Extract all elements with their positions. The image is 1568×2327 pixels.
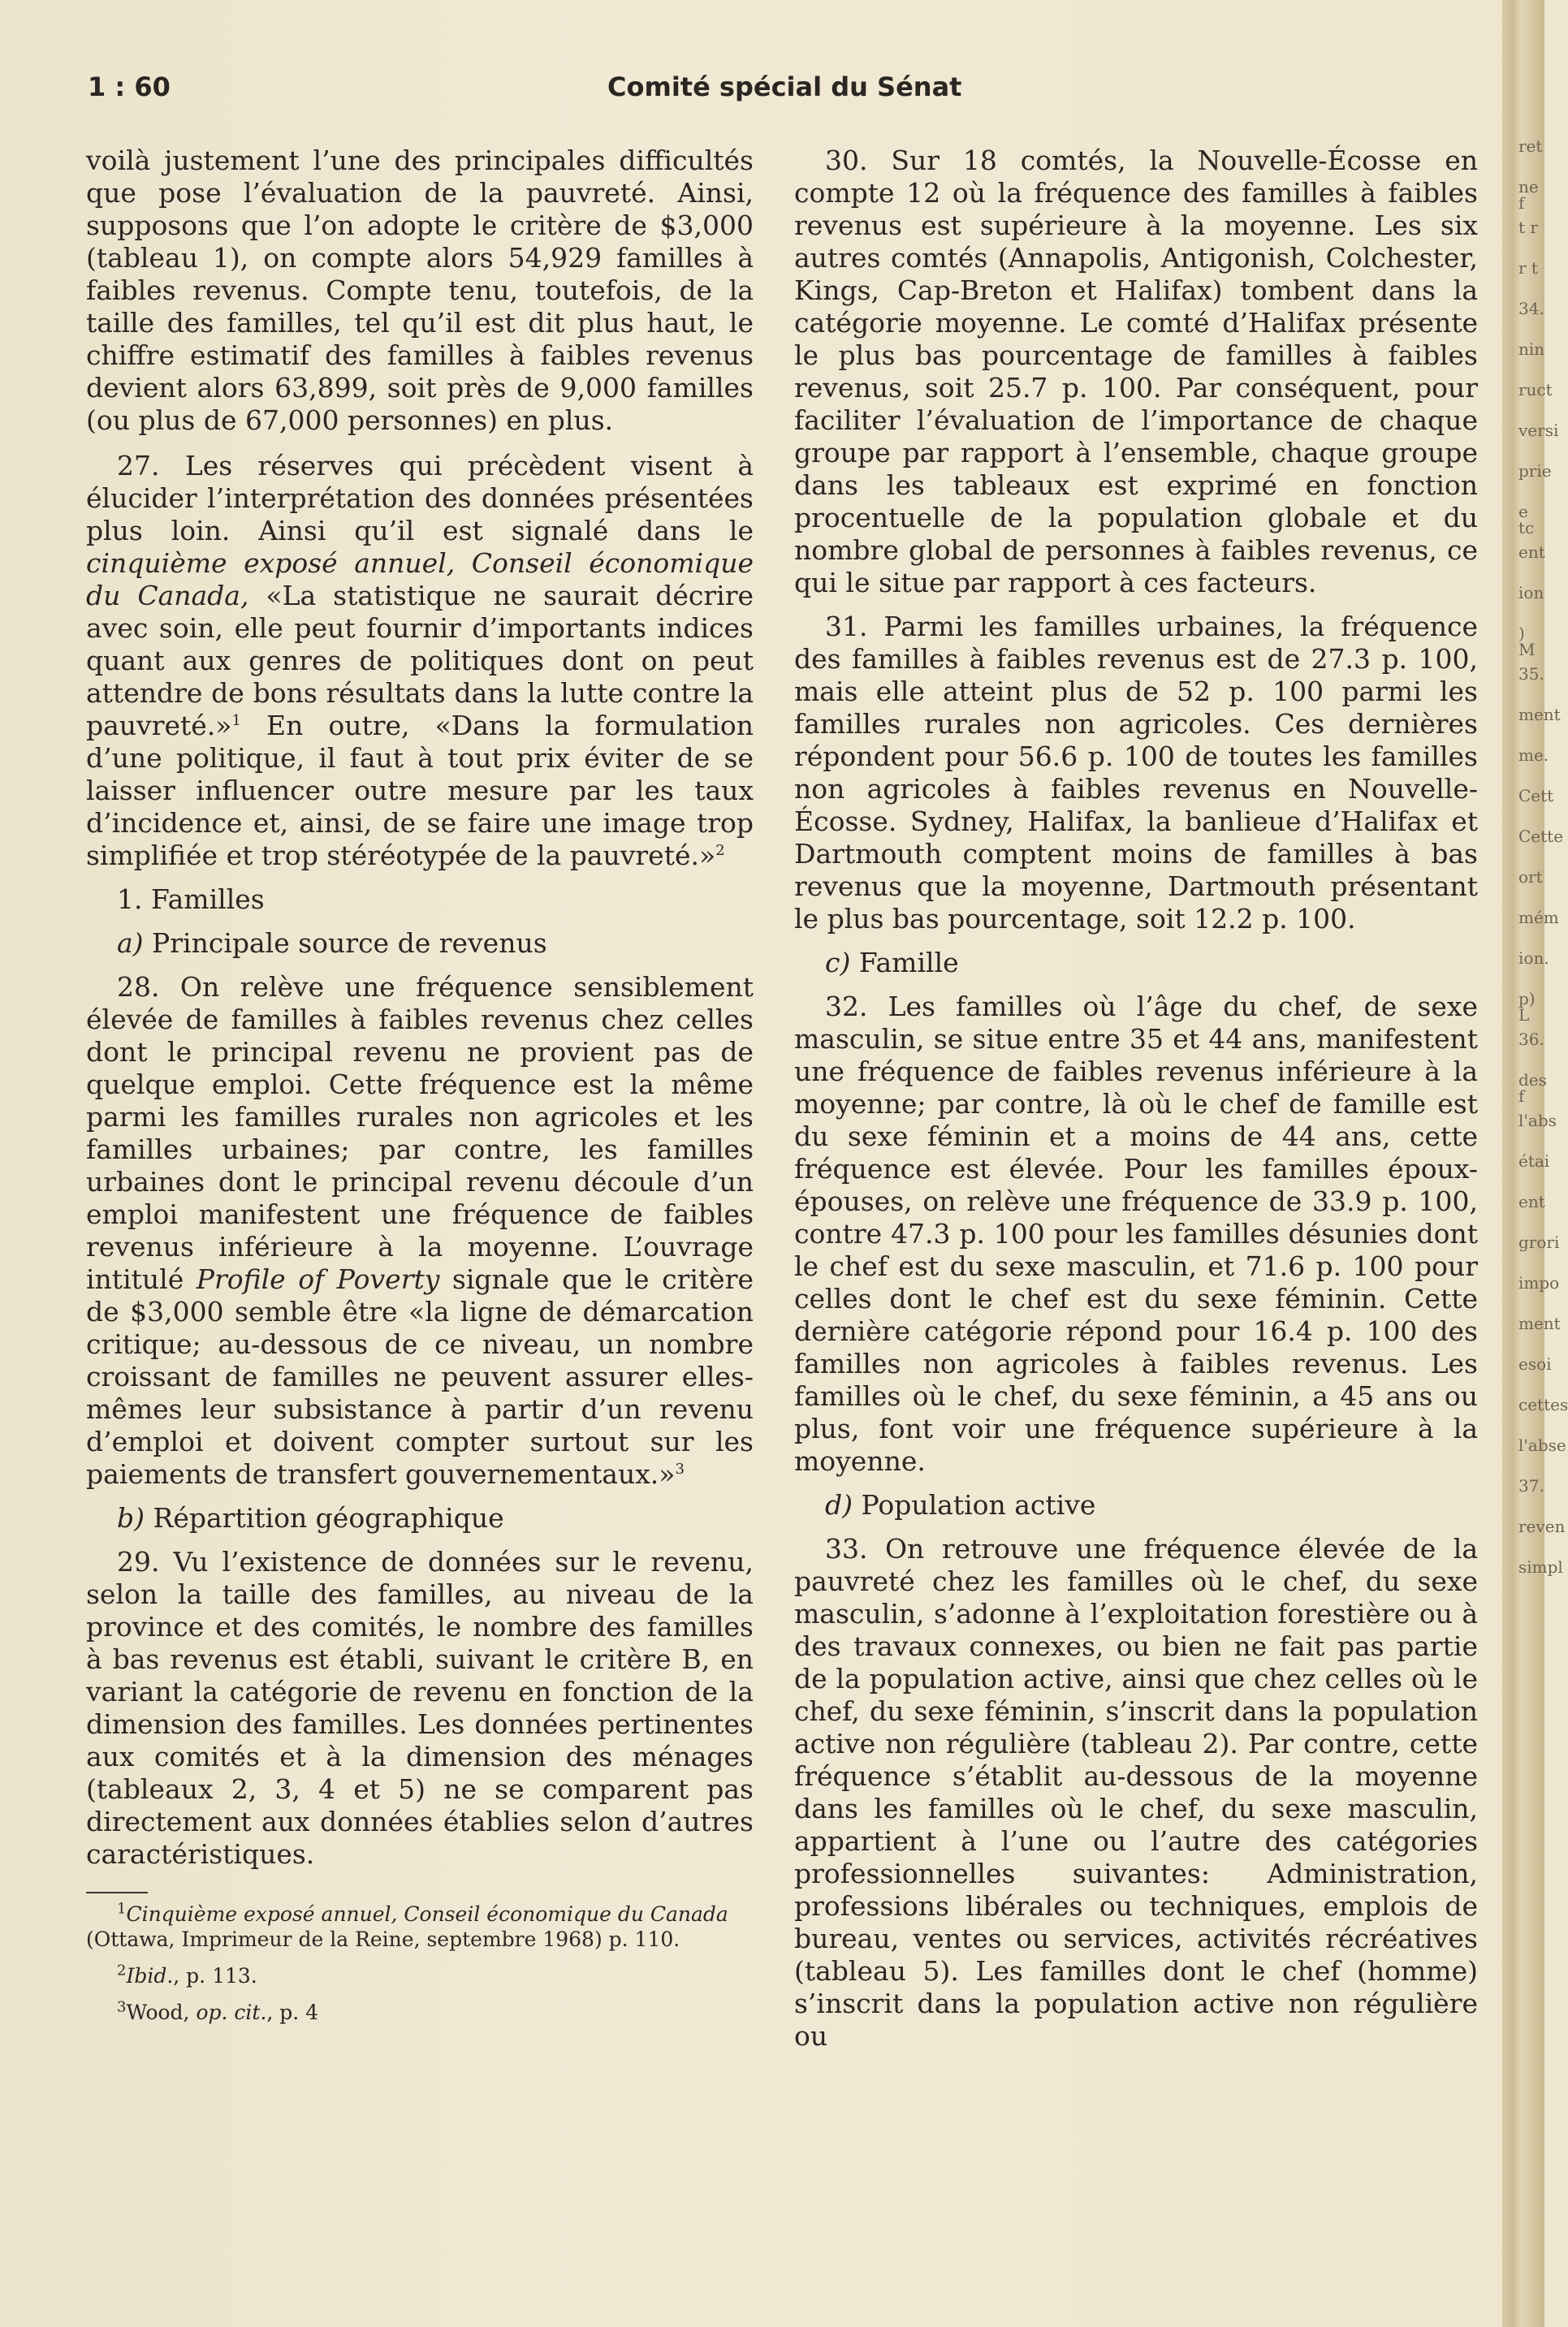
italic-title: op. cit.	[196, 2001, 267, 2024]
paragraph-29: 29. Vu l’existence de données sur le revenu, selon la taille des familles, au niveau de la province et des comités, le nombre des familles à bas revenus est établi, suivant le critère B, en variant la catégorie de revenu en fonction de la dimension des familles. Les données pertinentes aux comités et à la dimension des ménages (tableaux 2, 3, 4 et 5) ne se comparent pas directement aux données établies selon d’autres caractéristiques.	[86, 1546, 754, 1870]
italic-title: Profile of Poverty	[196, 1263, 440, 1295]
edge-fragment: mém	[1518, 908, 1559, 927]
text: En outre, «Dans la formulation d’une politique, il faut à tout prix éviter de se laisser influencer outre mesure par les taux d’incidence et, ainsi, de se faire une image trop simplifiée et trop stéréotypée de la pauvreté.»	[86, 710, 754, 871]
footnote-ref: 2	[715, 842, 725, 859]
subheading-d	[794, 1489, 1478, 1522]
text: (Ottawa, Imprimeur de la Reine, septembre 1968) p. 110.	[86, 1928, 680, 1951]
subheading-letter: c)	[825, 947, 851, 978]
adjacent-page-edge	[1502, 0, 1568, 2327]
edge-fragment: étai	[1518, 1151, 1550, 1171]
paragraph-30: 30. Sur 18 comtés, la Nouvelle-Écosse en compte 12 où la fréquence des familles à faibles revenus est supérieure à la moyenne. Les six autres comtés (Annapolis, Antigonish, Colchester, Kings, Cap-Breton et Halifax) tombent dans la catégorie moyenne. Le comté d’Halifax présente le plus bas pourcentage de familles à faibles revenus, soit 25.7 p. 100. Par conséquent, pour faciliter l’évaluation de l’importance de chaque groupe par rapport à l’ensemble, chaque groupe dans les tableaux est exprimé en fonction procentuelle de la population globale et du nombre global de personnes à faibles revenus, ce qui le situe par rapport à ces facteurs.	[794, 145, 1478, 598]
edge-fragment: 36.	[1518, 1030, 1544, 1049]
edge-fragment: ent	[1518, 1192, 1545, 1211]
edge-fragment: grori	[1518, 1233, 1560, 1252]
footnote-divider	[86, 1892, 148, 1893]
text: Wood,	[126, 2001, 197, 2024]
subheading-letter: b)	[117, 1502, 145, 1534]
footnote-1	[86, 1902, 754, 1952]
paragraph-32: 32. Les familles où l’âge du chef, de sexe masculin, se situe entre 35 et 44 ans, manifestent une fréquence de faibles revenus inférieure à la moyenne; par contre, là où le chef de famille est du sexe féminin et a moins de 44 ans, cette fréquence est élevée. Pour les familles époux-épouses, on relève une fréquence de 33.9 p. 100, contre 47.3 p. 100 pour les familles désunies dont le chef est du sexe masculin, et 71.6 p. 100 pour celles dont le chef est du sexe féminin. Cette dernière catégorie répond pour 16.4 p. 100 des familles non agricoles à faibles revenus. Les familles où le chef, du sexe féminin, a 45 ans ou plus, font voir une fréquence supérieure à la moyenne.	[794, 991, 1478, 1477]
edge-fragment: ion.	[1518, 948, 1549, 968]
footnote-number: 3	[117, 1998, 127, 2016]
edge-fragment: versi	[1518, 421, 1559, 440]
edge-fragment: ne f	[1518, 177, 1539, 213]
text: signale que le critère de $3,000 semble être «la ligne de démarcation critique; au-dessous de ce niveau, un nombre croissant de familles ne peuvent assurer elles-mêmes leur subsistance à partir d’un revenu d’emploi et doivent compter surtout sur les paiements de transfert gouvernementaux.»	[86, 1263, 754, 1490]
edge-fragment: l'abs	[1518, 1111, 1557, 1130]
edge-fragment: me.	[1518, 745, 1549, 765]
edge-fragment: ret	[1518, 136, 1543, 156]
edge-fragment: ent	[1518, 542, 1545, 562]
edge-fragment: simpl	[1518, 1557, 1563, 1577]
section-heading-familles: 1. Familles	[117, 883, 265, 915]
edge-fragment: e tc	[1518, 502, 1535, 537]
edge-fragment: impo	[1518, 1273, 1560, 1293]
footnote-ref: 1	[231, 712, 241, 729]
subheading-c	[794, 947, 1478, 979]
edge-fragment: t r	[1518, 218, 1538, 237]
subheading-text: Principale source de revenus	[143, 927, 547, 959]
subheading-letter: a)	[117, 927, 144, 959]
paragraph-33: 33. On retrouve une fréquence élevée de la pauvreté chez les familles où le chef, du sexe masculin, s’adonne à l’exploitation forestière ou à des travaux connexes, ou bien ne fait pas partie de la population active, ainsi que chez celles où le chef, du sexe féminin, s’inscrit dans la population active non régulière (tableau 2). Par contre, cette fréquence s’établit au-dessous de la moyenne dans les familles où le chef, du sexe masculin, appartient à l’une ou l’autre des catégories professionnelles suivantes: Administration, professions libérales ou techniques, emplois de bureau, ventes ou services, activités récréatives (tableau 5). Les familles dont le chef (homme) s’inscrit dans la population active non régulière ou	[794, 1533, 1478, 2052]
footnote-3	[86, 2000, 754, 2025]
footnote-number: 1	[117, 1900, 127, 1918]
text: 28. On relève une fréquence sensiblement élevée de familles à faibles revenus chez celles dont le principal revenu ne provient pas de quelque emploi. Cette fréquence est la même parmi les familles rurales non agricoles et les familles urbaines; par contre, les familles urbaines dont le principal revenu découle d’un emploi manifestent une fréquence de faibles revenus inférieure à la moyenne. L’ouvrage intitulé	[86, 971, 754, 1295]
edge-fragment: ruct	[1518, 380, 1553, 399]
edge-fragment: 35.	[1518, 664, 1544, 684]
subheading-text: Famille	[850, 947, 959, 978]
paragraph-28	[86, 971, 754, 1491]
page-number: 1 : 60	[88, 71, 171, 102]
left-column	[86, 145, 754, 2036]
subheading-text: Population active	[853, 1489, 1096, 1521]
edge-fragment: esoi	[1518, 1354, 1552, 1374]
edge-fragment: reven	[1518, 1517, 1566, 1536]
edge-fragment: nin	[1518, 339, 1545, 359]
edge-fragment: ) M	[1518, 624, 1536, 659]
edge-fragment: l'abse	[1518, 1435, 1566, 1455]
edge-fragment: 37.	[1518, 1476, 1544, 1496]
edge-fragment: ment	[1518, 1314, 1561, 1333]
edge-fragment: des f	[1518, 1070, 1547, 1106]
edge-fragment: 34.	[1518, 299, 1544, 318]
italic-title: Cinquième exposé annuel, Conseil économique du Canada	[126, 1902, 728, 1926]
paragraph-27	[86, 450, 754, 872]
edge-fragment: Cett	[1518, 786, 1554, 805]
right-column	[794, 145, 1478, 2064]
text: , p. 4	[266, 2001, 319, 2024]
footnote-2	[86, 1963, 754, 1988]
subheading-letter: d)	[825, 1489, 853, 1521]
text: 27. Les réserves qui précèdent visent à élucider l’interprétation des données présentées plus loin. Ainsi qu’il est signalé dans le	[86, 450, 754, 546]
edge-fragment: ment	[1518, 705, 1561, 724]
footnote-ref: 3	[675, 1461, 685, 1478]
footnote-number: 2	[117, 1962, 127, 1979]
italic-title: cinquième exposé annuel, Conseil économique du Canada,	[86, 547, 754, 611]
subheading-text: Répartition géographique	[145, 1502, 504, 1534]
edge-fragment: cettes	[1518, 1395, 1568, 1414]
running-title: Comité spécial du Sénat	[607, 71, 962, 102]
paragraph-intro: voilà justement l’une des principales difficultés que pose l’évaluation de la pauvreté. Ainsi, supposons que l’on adopte le critère de $3,000 (tableau 1), on compte alors 54,929 familles à faibles revenus. Compte tenu, toutefois, de la taille des familles, tel qu’il est dit plus haut, le chiffre estimatif des familles à faibles revenus devient alors 63,899, soit près de 9,000 familles (ou plus de 67,000 personnes) en plus.	[86, 145, 754, 436]
subheading-a	[86, 927, 754, 960]
edge-fragment: prie	[1518, 461, 1552, 481]
edge-fragment: ort	[1518, 867, 1543, 887]
edge-fragment: Cette	[1518, 827, 1564, 846]
running-head	[88, 71, 1468, 112]
paragraph-31: 31. Parmi les familles urbaines, la fréquence des familles à faibles revenus est de 27.3 p. 100, mais elle atteint plus de 52 p. 100 parmi les familles rurales non agricoles. Ces dernières répondent pour 56.6 p. 100 de toutes les familles non agricoles à faibles revenus en Nouvelle-Écosse. Sydney, Halifax, la banlieue d’Halifax et Dartmouth comptent moins de familles à bas revenus que la moyenne, Dartmouth présentant le plus bas pourcentage, soit 12.2 p. 100.	[794, 611, 1478, 935]
italic-title: Ibid.	[126, 1964, 174, 1988]
subheading-b	[86, 1502, 754, 1535]
edge-fragment: p) L	[1518, 989, 1536, 1025]
edge-fragment: r t	[1518, 258, 1538, 278]
text: «La statistique ne saurait décrire avec soin, elle peut fournir d’importants indices quant aux genres de politiques dont on peut attendre de bons résultats dans la lutte contre la pauvreté.»	[86, 580, 754, 741]
text: , p. 113.	[173, 1964, 257, 1988]
edge-fragment: ion	[1518, 583, 1544, 602]
